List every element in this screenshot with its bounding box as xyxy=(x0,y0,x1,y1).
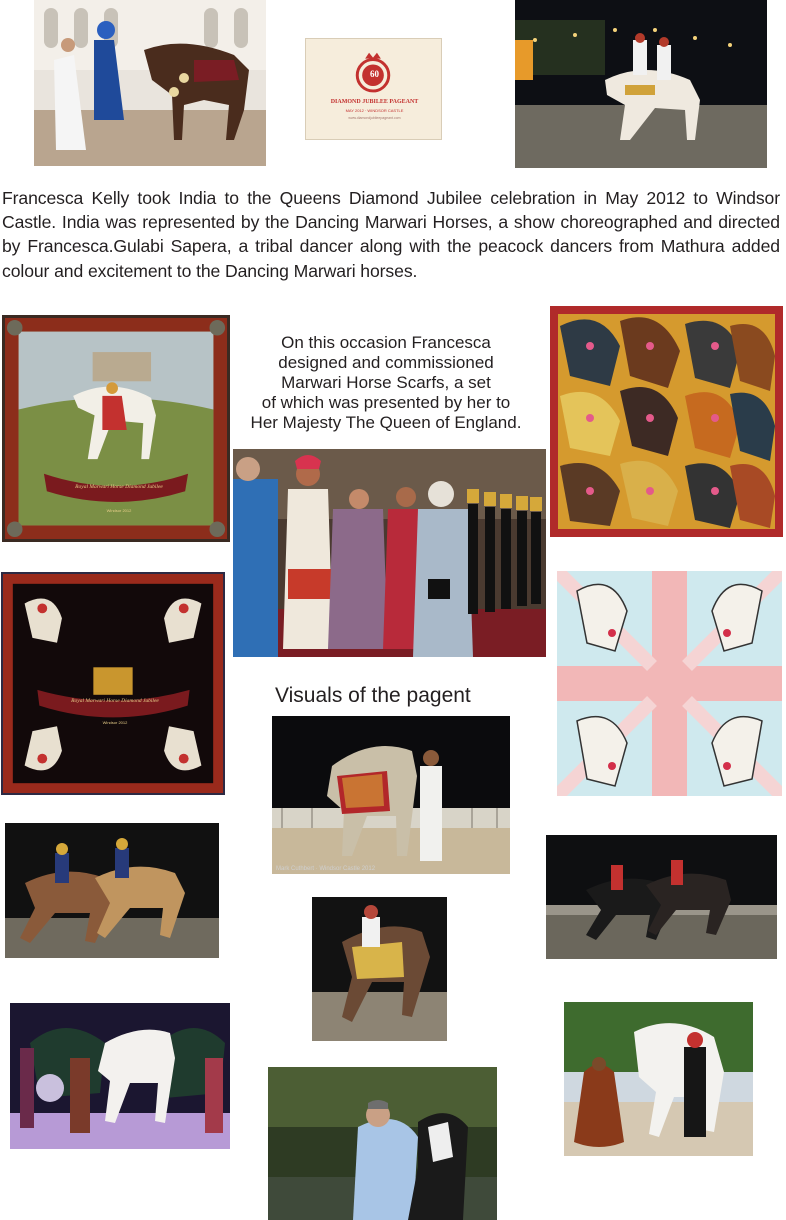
photo-two-riders-galloping xyxy=(5,823,219,958)
photo-peacock-dancers-with-horse xyxy=(10,1003,230,1149)
intro-paragraph: Francesca Kelly took India to the Queens Diamond Jubilee celebration in May 2012 to Windsor Castle. India was represented by the Dancing Marwari Horses, a show choreographed and directed by Francesca.Gulabi Sapera, a tribal dancer along with the peacock dancers from Mathura added colour and excitement to the Dancing Marwari horses. xyxy=(2,188,780,281)
scarf-pastel-cross-horses xyxy=(557,571,782,796)
card-footer: www.diamondjubileepageant.com xyxy=(348,116,401,120)
photo-man-with-horse-outdoors xyxy=(268,1067,497,1220)
photo-credit: Mark Cuthbert · Windsor Castle 2012 xyxy=(276,866,376,872)
photo-arena-rider-with-horse xyxy=(34,0,266,166)
photo-presentation-to-queen xyxy=(233,449,546,657)
photo-kalbelia-dancer-with-horse xyxy=(564,1002,753,1156)
photo-riders-night-gallop xyxy=(546,835,777,959)
scarf-horse-heads-pattern xyxy=(550,306,783,537)
scarf-year-text: Windsor 2012 xyxy=(106,508,132,513)
caption-line-5: Her Majesty The Queen of England. xyxy=(250,413,522,432)
photo-decorated-horse-with-handler xyxy=(272,716,510,874)
card-badge: 60 xyxy=(370,69,379,79)
dark-scarf-ribbon-text: Royal Marwari Horse Diamond Jubilee xyxy=(71,698,159,704)
intro-paragraph-block xyxy=(2,186,780,283)
photo-rider-on-rearing-horse xyxy=(312,897,447,1041)
scarf-ribbon-text: Royal Marwari Horse Diamond Jubilee xyxy=(75,484,163,490)
diamond-jubilee-pageant-card xyxy=(305,38,442,140)
caption-line-4: of which was presented by her to xyxy=(261,393,511,412)
caption-line-3: Marwari Horse Scarfs, a set xyxy=(281,373,491,392)
dark-scarf-year-text: Windsor 2012 xyxy=(102,720,128,725)
card-title: DIAMOND JUBILEE PAGEANT xyxy=(330,99,419,105)
caption-line-1: On this occasion Francesca xyxy=(281,333,491,352)
caption-line-2: designed and commissioned xyxy=(278,353,494,372)
visuals-heading: Visuals of the pagent xyxy=(275,684,471,707)
card-subtitle: MAY 2012 · WINDSOR CASTLE xyxy=(345,108,404,113)
photo-night-riders xyxy=(515,0,767,168)
scarf-caption xyxy=(236,333,536,433)
scarf-dark-corner-horses xyxy=(1,572,225,795)
scarf-rider-castle xyxy=(2,315,230,542)
